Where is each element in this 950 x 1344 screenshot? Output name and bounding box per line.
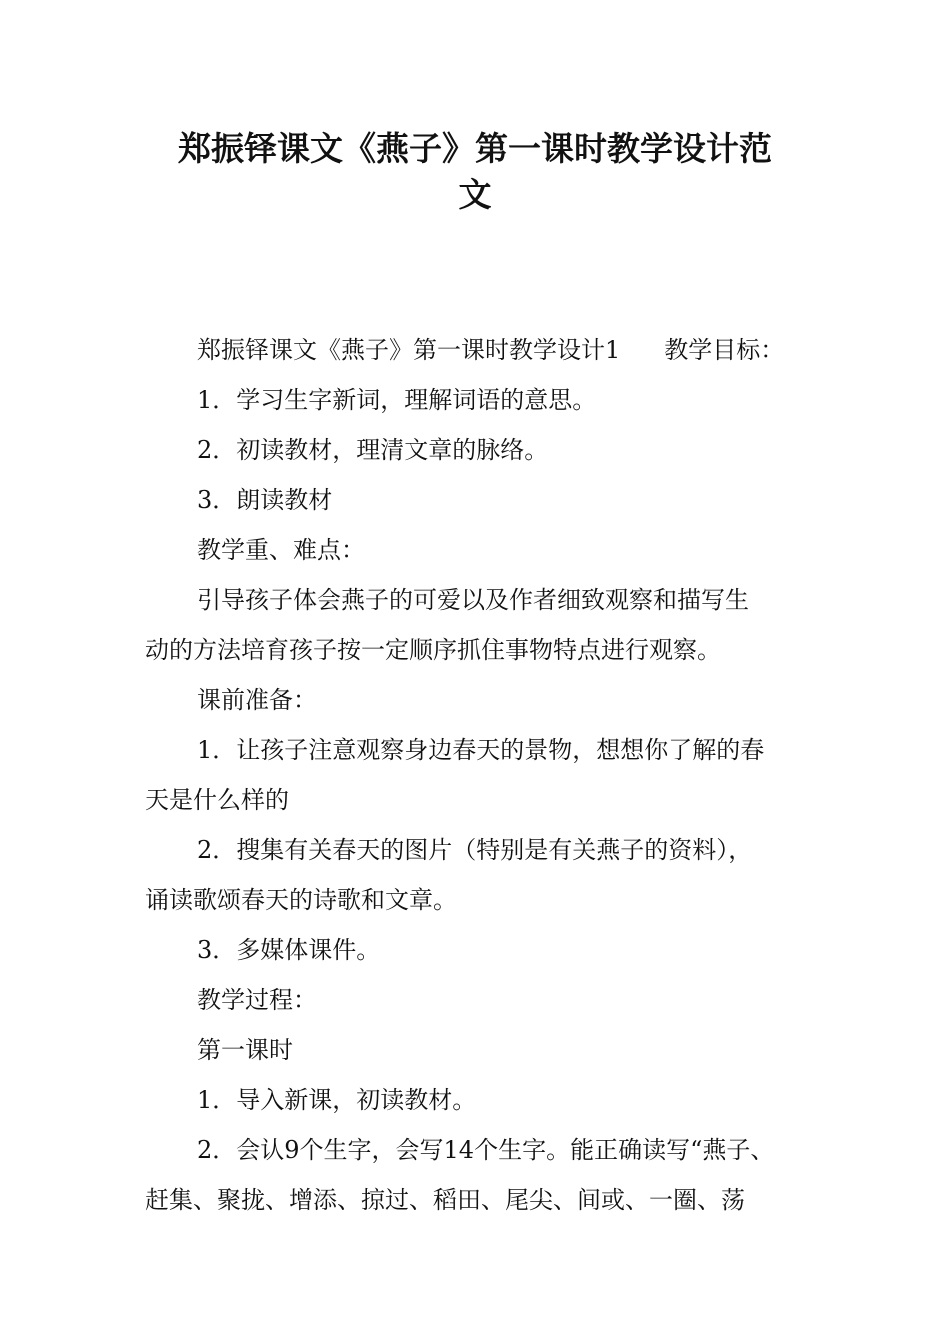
document-body bbox=[145, 325, 825, 1225]
paragraph-line: 教学重、难点： bbox=[197, 536, 365, 564]
paragraph-line: 2．搜集有关春天的图片（特别是有关燕子的资料）， bbox=[197, 836, 753, 864]
paragraph-line: 赶集、聚拢、增添、掠过、稻田、尾尖、间或、一圈、荡 bbox=[145, 1186, 745, 1214]
paragraph-line: 1．学习生字新词，理解词语的意思。 bbox=[197, 386, 597, 414]
title-line-2: 文 bbox=[458, 175, 492, 214]
paragraph-line: 3．朗读教材 bbox=[197, 486, 333, 514]
paragraph-line: 1．导入新课，初读教材。 bbox=[197, 1086, 477, 1114]
paragraph-line: 2．初读教材，理清文章的脉络。 bbox=[197, 436, 549, 464]
paragraph-line: 天是什么样的 bbox=[145, 786, 289, 814]
paragraph-line: 2．会认9个生字，会写14个生字。能正确读写“燕子、 bbox=[197, 1136, 775, 1164]
paragraph-line: 3．多媒体课件。 bbox=[197, 936, 381, 964]
paragraph-line: 郑振铎课文《燕子》第一课时教学设计1 教学目标： bbox=[197, 336, 785, 364]
paragraph-line: 诵读歌颂春天的诗歌和文章。 bbox=[145, 886, 457, 914]
paragraph-line: 教学过程： bbox=[197, 986, 317, 1014]
paragraph-line: 1．让孩子注意观察身边春天的景物，想想你了解的春 bbox=[197, 736, 765, 764]
paragraph-line: 动的方法培育孩子按一定顺序抓住事物特点进行观察。 bbox=[145, 636, 721, 664]
paragraph-line: 引导孩子体会燕子的可爱以及作者细致观察和描写生 bbox=[197, 586, 749, 614]
title-line-1: 郑振铎课文《燕子》第一课时教学设计范 bbox=[178, 129, 772, 168]
document-title bbox=[120, 126, 830, 218]
paragraph-line: 课前准备： bbox=[197, 686, 317, 714]
paragraph-line: 第一课时 bbox=[197, 1036, 293, 1064]
